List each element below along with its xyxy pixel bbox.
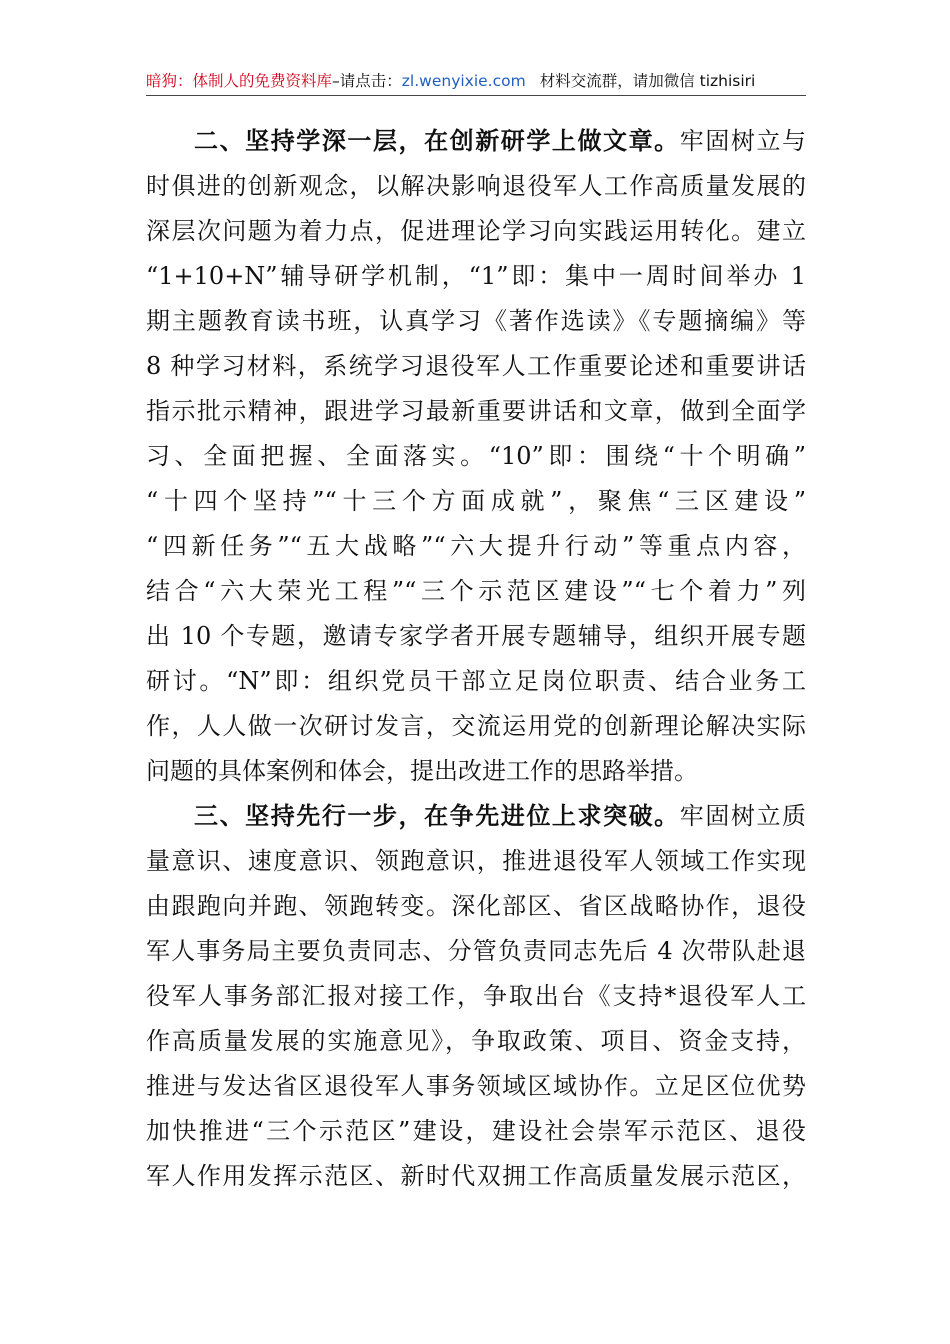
paragraph-line: 指示批示精神，跟进学习最新重要讲话和文章，做到全面学 [146,397,806,425]
paragraph-line: 军人作用发挥示范区、新时代双拥工作高质量发展示范区， [146,1162,806,1190]
paragraph-1-line-1 [146,118,806,164]
paragraph-line: 8 种学习材料，系统学习退役军人工作重要论述和重要讲话 [146,352,806,380]
paragraph-line: 时俱进的创新观念，以解决影响退役军人工作高质量发展的 [146,172,806,200]
paragraph-line: “十四个坚持”“十三个方面成就”，聚焦“三区建设” [146,487,806,515]
paragraph-line: 加快推进“三个示范区”建设，建设社会崇军示范区、退役 [146,1117,806,1145]
paragraph-line: 研讨。“N”即：组织党员干部立足岗位职责、结合业务工 [146,667,806,695]
paragraph-line: 军人事务局主要负责同志、分管负责同志先后 4 次带队赴退 [146,937,806,965]
paragraph-line: 役军人事务部汇报对接工作，争取出台《支持*退役军人工 [146,982,806,1010]
paragraph-line: 结合“六大荣光工程”“三个示范区建设”“七个着力”列 [146,577,806,605]
paragraph-line: 作高质量发展的实施意见》，争取政策、项目、资金支持， [146,1027,806,1055]
header-brand: 暗狗：体制人的免费资料库 [146,72,333,90]
paragraph-line: 量意识、速度意识、领跑意识，推进退役军人领域工作实现 [146,847,806,875]
paragraph-1-text: 牢固树立与 [679,127,807,155]
paragraph-line: 期主题教育读书班，认真学习《著作选读》《专题摘编》等 [146,307,806,335]
header-link[interactable]: zl.wenyixie.com [401,72,526,90]
paragraph-2-line-1 [146,793,806,839]
paragraph-line: 推进与发达省区退役军人事务领域区域协作。立足区位优势 [146,1072,806,1100]
paragraph-line: 深层次问题为着力点，促进理论学习向实践运用转化。建立 [146,217,806,245]
paragraph-line: 作，人人做一次研讨发言，交流运用党的创新理论解决实际 [146,712,806,740]
paragraph-line: 出 10 个专题，邀请专家学者开展专题辅导，组织开展专题 [146,622,806,650]
header-rule [146,95,806,96]
paragraph-line: 习、全面把握、全面落实。“10”即：围绕“十个明确” [146,442,806,470]
paragraph-line: “1+10+N”辅导研学机制，“1”即：集中一周时间举办 1 [146,262,806,290]
paragraph-line: “四新任务”“五大战略”“六大提升行动”等重点内容， [146,532,806,560]
watermark-header [146,68,806,94]
paragraph-2-heading: 三、坚持先行一步，在争先进位上求突破。 [194,801,680,830]
paragraph-1-heading: 二、坚持学深一层，在创新研学上做文章。 [194,126,680,155]
paragraph-2-text: 牢固树立质 [679,802,807,830]
paragraph-line: 由跟跑向并跑、领跑转变。深化部区、省区战略协作，退役 [146,892,806,920]
header-prompt: –请点击： [332,72,402,90]
header-wechat-note: 材料交流群，请加微信 tizhisiri [539,72,756,90]
paragraph-line: 问题的具体案例和体会，提出改进工作的思路举措。 [146,757,698,785]
